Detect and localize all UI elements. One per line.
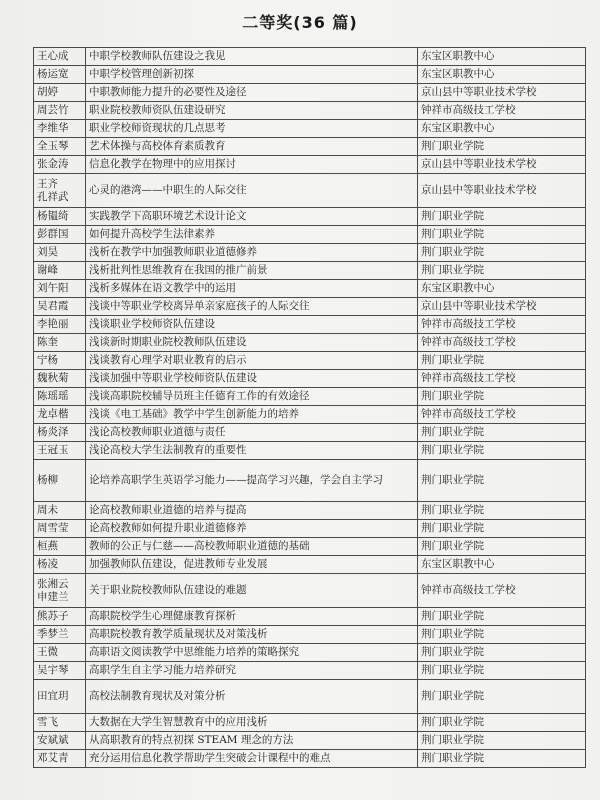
paper-title-cell: 教师的公正与仁慈——高校教师职业道德的基础 <box>86 538 418 556</box>
institution-cell: 荆门职业学院 <box>418 262 586 280</box>
paper-title-cell: 高职学生自主学习能力培养研究 <box>86 662 418 680</box>
institution-cell: 荆门职业学院 <box>418 388 586 406</box>
author-name-cell: 邓艾青 <box>34 750 86 768</box>
author-name-cell: 全玉琴 <box>34 138 86 156</box>
author-name-cell: 李艳丽 <box>34 316 86 334</box>
paper-title-cell: 中职学校管理创新初探 <box>86 66 418 84</box>
author-name-cell: 杨韫绮 <box>34 208 86 226</box>
awards-table-body <box>34 48 586 768</box>
institution-cell: 荆门职业学院 <box>418 442 586 460</box>
paper-title-cell: 高职语文阅读教学中思维能力培养的策略探究 <box>86 644 418 662</box>
paper-title-cell: 浅论高校大学生法制教育的重要性 <box>86 442 418 460</box>
author-name-cell: 周未 <box>34 502 86 520</box>
author-name-cell: 李维华 <box>34 120 86 138</box>
paper-title-cell: 论高校教师如何提升职业道德修养 <box>86 520 418 538</box>
author-name-cell: 季梦兰 <box>34 626 86 644</box>
author-name-cell: 熊苏子 <box>34 608 86 626</box>
table-row <box>34 120 586 138</box>
institution-cell: 荆门职业学院 <box>418 680 586 714</box>
paper-title-cell: 浅谈《电工基础》教学中学生创新能力的培养 <box>86 406 418 424</box>
author-name-cell: 周芸竹 <box>34 102 86 120</box>
institution-cell: 钟祥市高级技工学校 <box>418 370 586 388</box>
table-row <box>34 662 586 680</box>
author-name-cell: 张金涛 <box>34 156 86 174</box>
paper-title-cell: 加强教师队伍建设，促进教师专业发展 <box>86 556 418 574</box>
paper-title-cell: 实践教学下高职环境艺术设计论文 <box>86 208 418 226</box>
paper-title-cell: 中职教师能力提升的必要性及途径 <box>86 84 418 102</box>
table-row <box>34 388 586 406</box>
table-row <box>34 226 586 244</box>
table-row <box>34 298 586 316</box>
institution-cell: 京山县中等职业技术学校 <box>418 156 586 174</box>
institution-cell: 东宝区职教中心 <box>418 66 586 84</box>
table-row <box>34 538 586 556</box>
paper-title-cell: 浅谈教育心理学对职业教育的启示 <box>86 352 418 370</box>
institution-cell: 钟祥市高级技工学校 <box>418 316 586 334</box>
institution-cell: 东宝区职教中心 <box>418 556 586 574</box>
institution-cell: 东宝区职教中心 <box>418 120 586 138</box>
paper-title-cell: 浅谈中等职业学校离异单亲家庭孩子的人际交往 <box>86 298 418 316</box>
table-row <box>34 520 586 538</box>
institution-cell: 荆门职业学院 <box>418 626 586 644</box>
author-name-cell: 陈奎 <box>34 334 86 352</box>
institution-cell: 荆门职业学院 <box>418 502 586 520</box>
paper-title-cell: 浅谈新时期职业院校教师队伍建设 <box>86 334 418 352</box>
paper-title-cell: 如何提升高校学生法律素养 <box>86 226 418 244</box>
paper-title-cell: 高校法制教育现状及对策分析 <box>86 680 418 714</box>
institution-cell: 钟祥市高级技工学校 <box>418 406 586 424</box>
institution-cell: 荆门职业学院 <box>418 208 586 226</box>
paper-title-cell: 关于职业院校教师队伍建设的难题 <box>86 574 418 608</box>
table-row <box>34 66 586 84</box>
paper-title-cell: 浅谈职业学校师资队伍建设 <box>86 316 418 334</box>
institution-cell: 荆门职业学院 <box>418 352 586 370</box>
institution-cell: 荆门职业学院 <box>418 138 586 156</box>
paper-title-cell: 艺术体操与高校体育素质教育 <box>86 138 418 156</box>
table-row <box>34 334 586 352</box>
author-name-cell: 王冠玉 <box>34 442 86 460</box>
institution-cell: 荆门职业学院 <box>418 226 586 244</box>
paper-title-cell: 浅论高校教师职业道德与责任 <box>86 424 418 442</box>
paper-title-cell: 心灵的港湾——中职生的人际交往 <box>86 174 418 208</box>
author-name-cell: 陈瑶瑶 <box>34 388 86 406</box>
institution-cell: 钟祥市高级技工学校 <box>418 334 586 352</box>
paper-title-cell: 浅谈高职院校辅导员班主任德育工作的有效途径 <box>86 388 418 406</box>
table-row <box>34 244 586 262</box>
table-row <box>34 750 586 768</box>
page-title: 二等奖(36 篇) <box>242 13 358 32</box>
author-name-cell: 谢峰 <box>34 262 86 280</box>
table-row <box>34 714 586 732</box>
author-name-cell: 安斌斌 <box>34 732 86 750</box>
paper-title-cell: 浅析批判性思维教育在我国的推广前景 <box>86 262 418 280</box>
author-name-cell: 刘昊 <box>34 244 86 262</box>
institution-cell: 荆门职业学院 <box>418 714 586 732</box>
table-row <box>34 138 586 156</box>
table-row <box>34 680 586 714</box>
table-row <box>34 316 586 334</box>
institution-cell: 荆门职业学院 <box>418 424 586 442</box>
table-row <box>34 406 586 424</box>
paper-title-cell: 浅析在教学中加强教师职业道德修养 <box>86 244 418 262</box>
paper-title-cell: 论培养高职学生英语学习能力——提高学习兴趣，学会自主学习 <box>86 460 418 502</box>
author-name-cell: 魏秋菊 <box>34 370 86 388</box>
paper-title-cell: 大数据在大学生智慧教育中的应用浅析 <box>86 714 418 732</box>
table-row <box>34 208 586 226</box>
table-row <box>34 424 586 442</box>
institution-cell: 京山县中等职业技术学校 <box>418 174 586 208</box>
paper-title-cell: 充分运用信息化教学帮助学生突破会计课程中的难点 <box>86 750 418 768</box>
table-row <box>34 608 586 626</box>
table-row <box>34 174 586 208</box>
author-name-cell: 龙卓楷 <box>34 406 86 424</box>
institution-cell: 钟祥市高级技工学校 <box>418 102 586 120</box>
institution-cell: 东宝区职教中心 <box>418 280 586 298</box>
author-name-cell: 王心成 <box>34 48 86 66</box>
paper-title-cell: 从高职教育的特点初探 STEAM 理念的方法 <box>86 732 418 750</box>
author-name-cell: 桓燕 <box>34 538 86 556</box>
table-row <box>34 370 586 388</box>
table-row <box>34 644 586 662</box>
institution-cell: 京山县中等职业技术学校 <box>418 84 586 102</box>
author-name-cell: 田宜玥 <box>34 680 86 714</box>
institution-cell: 荆门职业学院 <box>418 538 586 556</box>
author-name-cell: 宁杨 <box>34 352 86 370</box>
table-row <box>34 732 586 750</box>
institution-cell: 京山县中等职业技术学校 <box>418 298 586 316</box>
author-name-cell: 杨运宽 <box>34 66 86 84</box>
author-name-cell: 胡婷 <box>34 84 86 102</box>
institution-cell: 荆门职业学院 <box>418 244 586 262</box>
author-name-cell: 张湘云 申建兰 <box>34 574 86 608</box>
institution-cell: 荆门职业学院 <box>418 460 586 502</box>
institution-cell: 荆门职业学院 <box>418 644 586 662</box>
paper-title-cell: 高职院校学生心理健康教育探析 <box>86 608 418 626</box>
institution-cell: 钟祥市高级技工学校 <box>418 574 586 608</box>
awards-table <box>33 47 586 768</box>
table-row <box>34 626 586 644</box>
table-row <box>34 280 586 298</box>
author-name-cell: 周雪莹 <box>34 520 86 538</box>
table-row <box>34 262 586 280</box>
author-name-cell: 杨凌 <box>34 556 86 574</box>
paper-title-cell: 浅谈加强中等职业学校师资队伍建设 <box>86 370 418 388</box>
author-name-cell: 吴宇琴 <box>34 662 86 680</box>
institution-cell: 荆门职业学院 <box>418 750 586 768</box>
paper-title-cell: 中职学校教师队伍建设之我见 <box>86 48 418 66</box>
table-row <box>34 556 586 574</box>
paper-title-cell: 信息化教学在物理中的应用探讨 <box>86 156 418 174</box>
table-row <box>34 84 586 102</box>
paper-title-cell: 高职院校教育教学质量现状及对策浅析 <box>86 626 418 644</box>
author-name-cell: 杨柳 <box>34 460 86 502</box>
author-name-cell: 王齐 孔祥武 <box>34 174 86 208</box>
author-name-cell: 吴君霞 <box>34 298 86 316</box>
paper-title-cell: 浅析多媒体在语文教学中的运用 <box>86 280 418 298</box>
paper-title-cell: 职业院校教师资队伍建设研究 <box>86 102 418 120</box>
table-row <box>34 156 586 174</box>
table-row <box>34 102 586 120</box>
author-name-cell: 刘午阳 <box>34 280 86 298</box>
author-name-cell: 雪飞 <box>34 714 86 732</box>
author-name-cell: 杨炎泽 <box>34 424 86 442</box>
table-row <box>34 442 586 460</box>
institution-cell: 荆门职业学院 <box>418 662 586 680</box>
author-name-cell: 彭群国 <box>34 226 86 244</box>
author-name-cell: 王微 <box>34 644 86 662</box>
institution-cell: 荆门职业学院 <box>418 732 586 750</box>
paper-title-cell: 职业学校师资现状的几点思考 <box>86 120 418 138</box>
institution-cell: 荆门职业学院 <box>418 608 586 626</box>
table-row <box>34 502 586 520</box>
table-row <box>34 574 586 608</box>
table-row <box>34 352 586 370</box>
institution-cell: 东宝区职教中心 <box>418 48 586 66</box>
institution-cell: 荆门职业学院 <box>418 520 586 538</box>
table-row <box>34 48 586 66</box>
table-row <box>34 460 586 502</box>
paper-title-cell: 论高校教师职业道德的培养与提高 <box>86 502 418 520</box>
